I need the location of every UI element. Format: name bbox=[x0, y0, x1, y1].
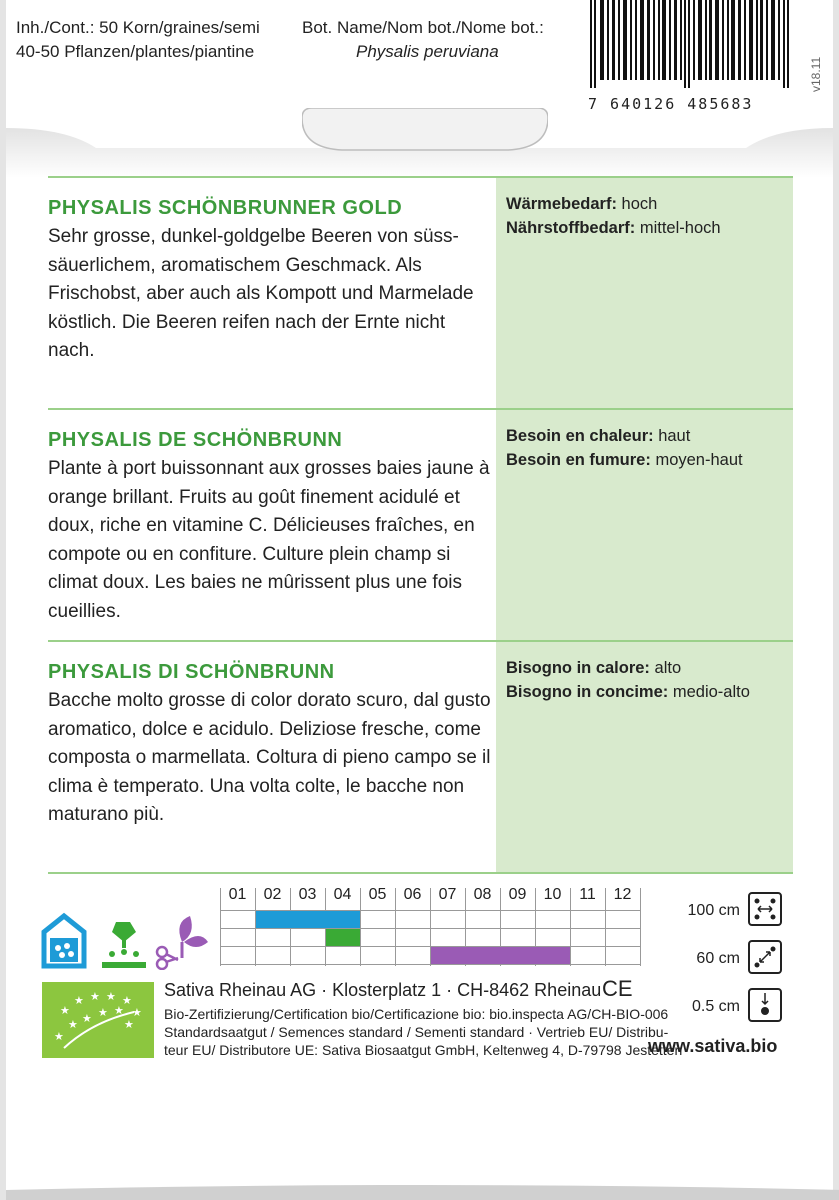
calendar-bar-harvest bbox=[431, 947, 570, 964]
svg-text:★: ★ bbox=[74, 994, 84, 1007]
ce-mark: CE bbox=[602, 976, 633, 1001]
contents-line-1: Inh./Cont.: 50 Korn/graines/semi bbox=[16, 18, 260, 37]
sowing-depth-icon bbox=[748, 988, 782, 1022]
calendar-month-07: 07 bbox=[438, 886, 457, 903]
plant-spacing-label: 60 cm bbox=[696, 950, 740, 967]
standard-seed-line: Standardsaatgut / Semences standard / Sementi standard · Vertrieb EU/ Distribu- bbox=[164, 1024, 669, 1040]
svg-text:★: ★ bbox=[106, 990, 116, 1003]
calendar-gridline bbox=[395, 888, 396, 966]
attr-nutrient: Besoin en fumure: moyen-haut bbox=[506, 451, 743, 469]
section-german bbox=[48, 178, 793, 408]
sowing-depth-label: 0.5 cm bbox=[691, 998, 740, 1015]
svg-text:★: ★ bbox=[60, 1004, 70, 1017]
contents-line-2: 40-50 Pflanzen/plantes/piantine bbox=[16, 42, 255, 61]
section-attributes bbox=[496, 410, 793, 640]
botanical-name-label: Bot. Name/Nom bot./Nome bot.: bbox=[302, 18, 544, 37]
section-separator bbox=[48, 872, 793, 874]
botanical-name-value: Physalis peruviana bbox=[356, 42, 499, 61]
calendar-month-06: 06 bbox=[403, 886, 422, 903]
section-french bbox=[48, 410, 793, 640]
section-text bbox=[48, 410, 496, 626]
svg-text:★: ★ bbox=[68, 1018, 78, 1031]
section-body: Sehr grosse, dunkel-goldgelbe Beeren von süss-säuerlichem, aromatischem Geschmack. Als Frischobst, aber auch als Kompott und Marmelade köstlich. Die Beeren reifen nach der Ernte nicht nach. bbox=[48, 226, 474, 361]
attr-nutrient: Nährstoffbedarf: mittel-hoch bbox=[506, 219, 721, 237]
website-link[interactable]: www.sativa.bio bbox=[648, 1036, 778, 1056]
svg-text:★: ★ bbox=[122, 994, 132, 1007]
calendar-gridline bbox=[220, 928, 640, 929]
calendar-month-02: 02 bbox=[263, 886, 282, 903]
plant-spacing-icon bbox=[748, 940, 782, 974]
row-spacing-icon bbox=[748, 892, 782, 926]
barcode-number: 7 640126 485683 bbox=[588, 95, 754, 113]
calendar-month-09: 09 bbox=[508, 886, 527, 903]
seed-packet-back bbox=[6, 0, 833, 1200]
calendar-gridline bbox=[220, 888, 221, 966]
svg-text:★: ★ bbox=[90, 990, 100, 1003]
barcode-bars bbox=[588, 0, 798, 88]
section-attributes bbox=[496, 642, 793, 872]
svg-text:★: ★ bbox=[54, 1030, 64, 1043]
calendar-gridline bbox=[220, 946, 640, 947]
row-spacing-label: 100 cm bbox=[687, 902, 740, 919]
section-attributes bbox=[496, 178, 793, 408]
calendar-month-10: 10 bbox=[543, 886, 562, 903]
svg-text:★: ★ bbox=[114, 1004, 124, 1017]
calendar-gridline bbox=[605, 888, 606, 966]
section-title: PHYSALIS DE SCHÖNBRUNN bbox=[48, 429, 343, 451]
harvest-scissors-icon bbox=[154, 912, 210, 970]
svg-text:★: ★ bbox=[132, 1006, 142, 1019]
section-body: Bacche molto grosse di color dorato scuro, dal gusto aromatico, dolce e acidulo. Deliziose fresche, come composta o marmellata. Coltura di pieno campo se il clima è temperato. Una volta colte, le bacche non maturano più. bbox=[48, 690, 491, 825]
calendar-gridline bbox=[220, 964, 640, 965]
calendar-month-01: 01 bbox=[228, 886, 247, 903]
hang-tab-hole bbox=[302, 108, 548, 156]
calendar-bar-plant-out bbox=[326, 929, 360, 946]
calendar-gridline bbox=[570, 888, 571, 966]
section-text bbox=[48, 642, 496, 830]
attr-heat: Bisogno in calore: alto bbox=[506, 659, 682, 677]
calendar-month-08: 08 bbox=[473, 886, 492, 903]
distributor-line: teur EU/ Distributore UE: Sativa Biosaatgut GmbH, Keltenweg 4, D-79798 Jestetten bbox=[164, 1042, 683, 1058]
section-title: PHYSALIS SCHÖNBRUNNER GOLD bbox=[48, 197, 403, 219]
calendar-month-04: 04 bbox=[333, 886, 352, 903]
section-body: Plante à port buissonnant aux grosses baies jaune à orange brillant. Fruits au goût finement acidulé et doux, riche en vitamine C. Délicieuses fraîches, en compote ou en confiture. Culture plein champ si climat doux. Les baies ne mûrissent plus une fois cueillies. bbox=[48, 458, 490, 622]
company-address: Sativa Rheinau AG · Klosterplatz 1 · CH-8462 Rheinau bbox=[164, 980, 602, 1000]
attr-nutrient: Bisogno in concime: medio-alto bbox=[506, 683, 750, 701]
calendar-month-03: 03 bbox=[298, 886, 317, 903]
calendar-gridline bbox=[640, 888, 641, 966]
version-label: v18.11 bbox=[809, 56, 823, 92]
section-italian bbox=[48, 642, 793, 872]
attr-heat: Wärmebedarf: hoch bbox=[506, 195, 658, 213]
eu-organic-logo bbox=[42, 982, 154, 1058]
calendar-month-11: 11 bbox=[579, 886, 596, 903]
svg-text:★: ★ bbox=[82, 1012, 92, 1025]
direct-sowing-icon bbox=[102, 918, 146, 970]
section-title: PHYSALIS DI SCHÖNBRUNN bbox=[48, 661, 335, 683]
certification-line: Bio-Zertifizierung/Certification bio/Certificazione bio: bio.inspecta AG/CH-BIO-006 bbox=[164, 1006, 669, 1022]
greenhouse-sowing-icon bbox=[40, 912, 88, 970]
calendar-month-05: 05 bbox=[368, 886, 387, 903]
calendar-month-12: 12 bbox=[613, 886, 632, 903]
svg-text:★: ★ bbox=[98, 1006, 108, 1019]
barcode bbox=[588, 0, 798, 116]
bottom-flap-shadow bbox=[6, 1170, 839, 1200]
svg-text:★: ★ bbox=[124, 1018, 134, 1031]
calendar-gridline bbox=[360, 888, 361, 966]
calendar-bar-sow-indoor bbox=[256, 911, 360, 928]
attr-heat: Besoin en chaleur: haut bbox=[506, 427, 691, 445]
section-text bbox=[48, 178, 496, 366]
